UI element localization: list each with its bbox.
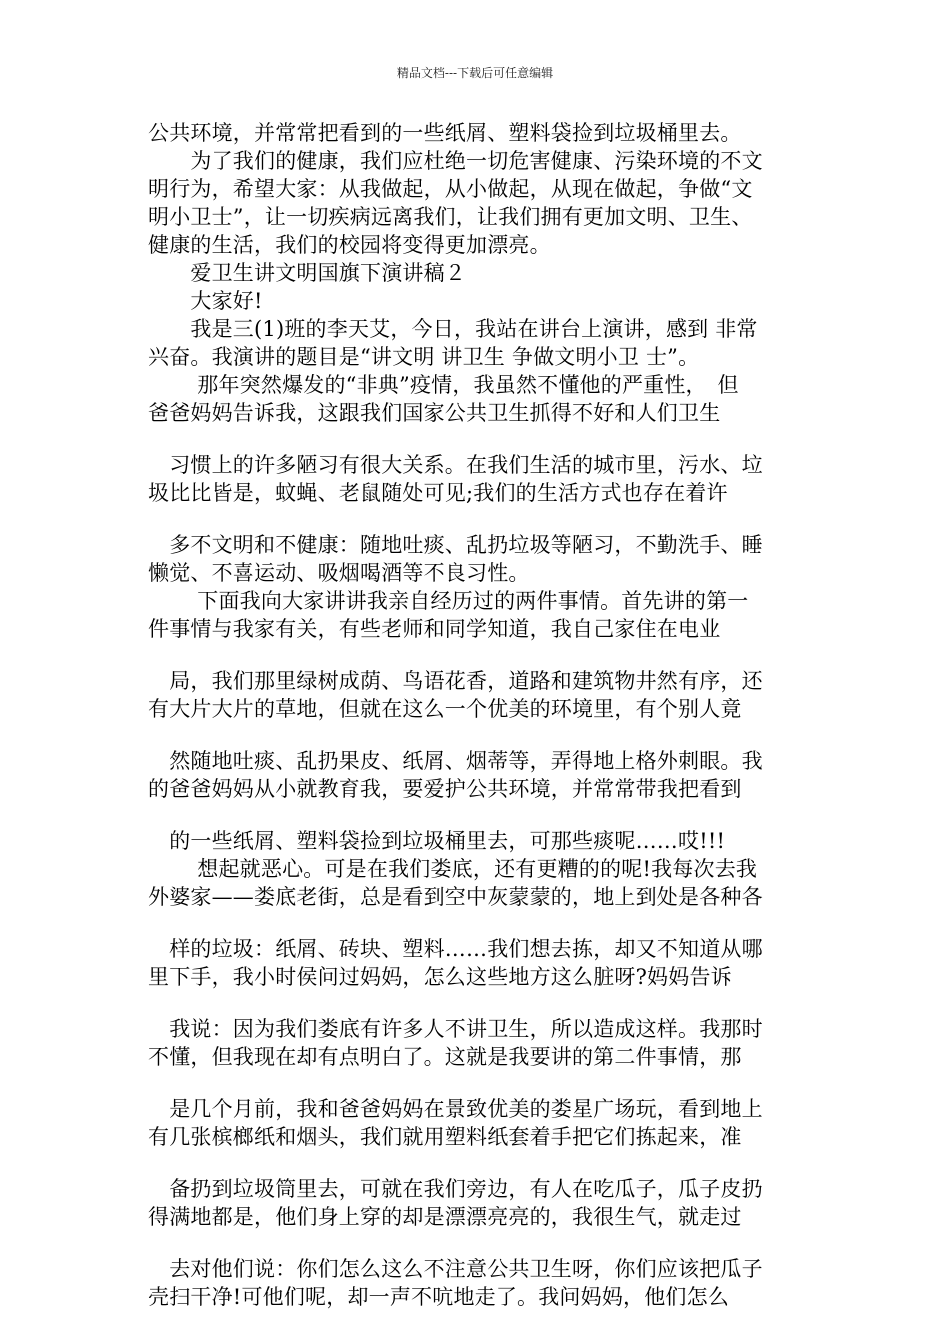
- text-line: 我说：因为我们娄底有许多人不讲卫生，所以造成这样。我那时: [148, 1017, 763, 1041]
- text-line: 下面我向大家讲讲我亲自经历过的两件事情。首先讲的第一: [148, 589, 749, 613]
- text-line: 那年突然爆发的“非典”疫情，我虽然不懂他的严重性， 但: [148, 373, 739, 397]
- text-line: 多不文明和不健康：随地吐痰、乱扔垃圾等陋习，不勤洗手、睡: [148, 533, 763, 557]
- page-header: 精品文档---下载后可任意编辑: [396, 66, 554, 80]
- text-line: 样的垃圾：纸屑、砖块、塑料……我们想去拣，却又不知道从哪: [148, 937, 763, 961]
- text-line: 局，我们那里绿树成荫、鸟语花香，道路和建筑物井然有序，还: [148, 669, 763, 693]
- text-line: 不懂，但我现在却有点明白了。这就是我要讲的第二件事情，那: [148, 1045, 742, 1069]
- text-line: 我是三(1)班的李天艾，今日，我站在讲台上演讲，感到 非常: [148, 317, 758, 341]
- text-line: 有几张槟榔纸和烟头，我们就用塑料纸套着手把它们拣起来，准: [148, 1125, 742, 1149]
- text-line: 兴奋。我演讲的题目是“讲文明 讲卫生 争做文明小卫 士”。: [148, 345, 700, 369]
- text-line: 是几个月前，我和爸爸妈妈在景致优美的娄星广场玩，看到地上: [148, 1097, 763, 1121]
- text-line: 件事情与我家有关，有些老师和同学知道，我自己家住在电业: [148, 617, 721, 641]
- text-line: 备扔到垃圾筒里去，可就在我们旁边，有人在吃瓜子，瓜子皮扔: [148, 1177, 763, 1201]
- text-line: 大家好!: [148, 289, 263, 313]
- text-line: 圾比比皆是，蚊蝇、老鼠随处可见;我们的生活方式也存在着许: [148, 481, 728, 505]
- text-line: 去对他们说：你们怎么这么不注意公共卫生呀，你们应该把瓜子: [148, 1257, 763, 1281]
- text-line: 习惯上的许多陋习有很大关系。在我们生活的城市里，污水、垃: [148, 453, 763, 477]
- text-line: 公共环境，并常常把看到的一些纸屑、塑料袋捡到垃圾桶里去。: [148, 121, 742, 145]
- text-line: 的一些纸屑、塑料袋捡到垃圾桶里去，可那些痰呢……哎!!!: [148, 829, 726, 853]
- text-line: 有大片大片的草地，但就在这么一个优美的环境里，有个别人竟: [148, 697, 742, 721]
- text-line: 懒觉、不喜运动、吸烟喝酒等不良习性。: [148, 561, 530, 585]
- text-line: 爱卫生讲文明国旗下演讲稿２: [148, 261, 466, 285]
- text-line: 想起就恶心。可是在我们娄底，还有更糟的的呢!我每次去我: [148, 857, 758, 881]
- text-line: 爸爸妈妈告诉我，这跟我们国家公共卫生抓得不好和人们卫生: [148, 401, 721, 425]
- text-line: 明行为，希望大家：从我做起，从小做起，从现在做起，争做“文: [148, 177, 753, 201]
- text-line: 得满地都是，他们身上穿的却是漂漂亮亮的，我很生气，就走过: [148, 1205, 742, 1229]
- text-line: 的爸爸妈妈从小就教育我，要爱护公共环境，并常常带我把看到: [148, 777, 742, 801]
- text-line: 壳扫干净!可他们呢，却一声不吭地走了。我问妈妈，他们怎么: [148, 1285, 730, 1309]
- text-line: 然随地吐痰、乱扔果皮、纸屑、烟蒂等，弄得地上格外刺眼。我: [148, 749, 763, 773]
- text-line: 健康的生活，我们的校园将变得更加漂亮。: [148, 233, 551, 257]
- text-line: 明小卫士”，让一切疾病远离我们，让我们拥有更加文明、卫生、: [148, 205, 753, 229]
- text-line: 外婆家——娄底老街，总是看到空中灰蒙蒙的，地上到处是各种各: [148, 885, 763, 909]
- text-line: 里下手，我小时侯问过妈妈，怎么这些地方这么脏呀?妈妈告诉: [148, 965, 732, 989]
- text-line: 为了我们的健康，我们应杜绝一切危害健康、污染环境的不文: [148, 149, 763, 173]
